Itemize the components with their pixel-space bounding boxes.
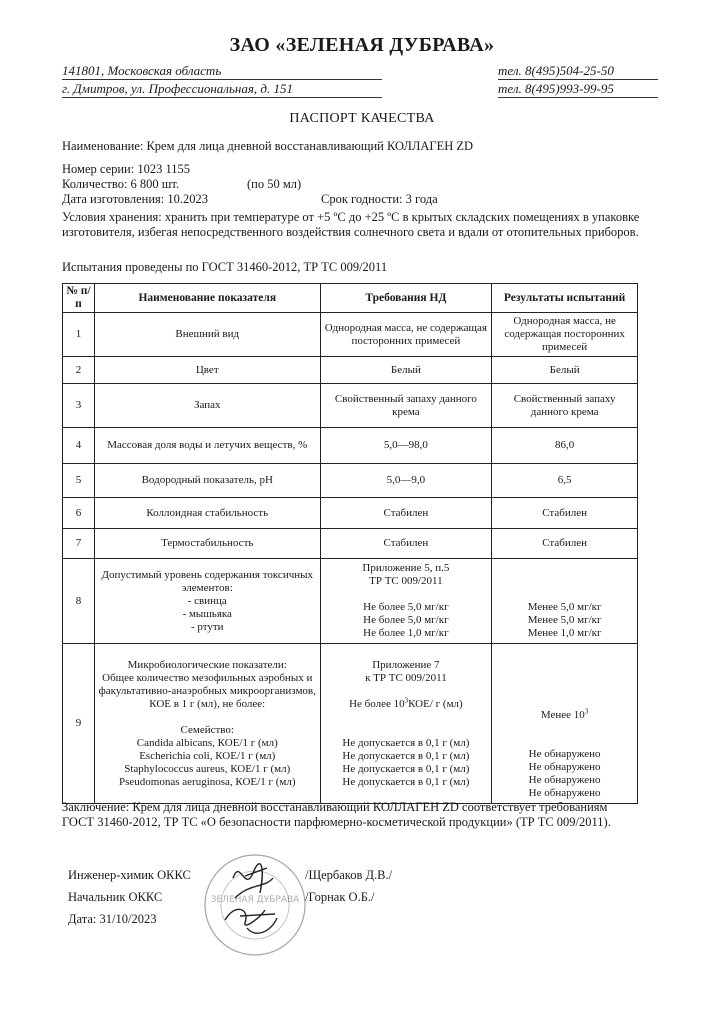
row-param: Внешний вид: [94, 313, 320, 357]
result-item: Менее 1,0 мг/кг: [527, 627, 602, 639]
result-item: Не обнаружено: [528, 774, 601, 786]
micro-item: Staphylococcus aureus, КОЕ/1 г (мл): [124, 762, 291, 775]
head-name: /Горнак О.Б./: [305, 890, 375, 904]
header-param: Наименование показателя: [94, 284, 320, 313]
row-param: Запах: [94, 384, 320, 428]
result-item: Не обнаружено: [528, 761, 601, 773]
conclusion: Заключение: Крем для лица дневной восстанавливающий КОЛЛАГЕН ZD соответствует требованиям ГОСТ 31460-2012, ТР ТС «О безопасности парфюмерно-косметической продукции» (ТР ТС 009/2011).: [62, 800, 611, 829]
table-row: [63, 464, 638, 498]
toxic-item: - мышьяка: [182, 607, 232, 620]
result-koe: Менее $10^3$: [540, 707, 589, 721]
row-req: Стабилен: [320, 529, 492, 559]
req-reference: к ТР ТС 009/2011: [365, 671, 447, 684]
row-num: 9: [63, 644, 95, 804]
row-num: 4: [63, 428, 95, 464]
series-number: Номер серии: 1023 1155: [62, 162, 191, 176]
engineer-role: Инженер-химик ОККС: [68, 868, 191, 882]
phone-1: тел. 8(495)504-25-50: [498, 62, 658, 80]
micro-item: Candida albicans, КОЕ/1 г (мл): [136, 736, 278, 749]
row-param: Термостабильность: [94, 529, 320, 559]
req-item: Не допускается в 0,1 г (мл): [342, 749, 470, 762]
row-num: 5: [63, 464, 95, 498]
req-reference: Приложение 7: [372, 658, 440, 671]
toxic-title: Допустимый уровень содержания токсичных элементов:: [101, 568, 314, 594]
row-req: 5,0—9,0: [320, 464, 492, 498]
row-req: Однородная масса, не содержащая посторонних примесей: [320, 313, 492, 357]
header-num: № п/п: [63, 284, 95, 313]
req-item: Не более 5,0 мг/кг: [363, 614, 449, 626]
micro-title: Микробиологические показатели:: [127, 658, 287, 671]
micro-item: Escherichia coli, КОЕ/1 г (мл): [139, 749, 276, 762]
shelf-life: Срок годности: 3 года: [321, 192, 438, 206]
row-param: Цвет: [94, 357, 320, 384]
manufacture-date: Дата изготовления: 10.2023: [62, 192, 208, 206]
quality-table: [62, 283, 638, 804]
micro-family: Семейство:: [180, 723, 234, 736]
table-header-row: [63, 284, 638, 313]
row-param: [94, 559, 320, 644]
result-item: Не обнаружено: [528, 748, 601, 760]
document-title: ПАСПОРТ КАЧЕСТВА: [289, 111, 435, 126]
row-num: 7: [63, 529, 95, 559]
req-item: Не допускается в 0,1 г (мл): [342, 762, 470, 775]
tests-standard: Испытания проведены по ГОСТ 31460-2012, ТР ТС 009/2011: [62, 260, 388, 274]
table-row-microbiology: [63, 644, 638, 804]
header-result: Результаты испытаний: [492, 284, 638, 313]
row-param: Массовая доля воды и летучих веществ, %: [94, 428, 320, 464]
row-req: Свойственный запаху данного крема: [320, 384, 492, 428]
table-row: [63, 428, 638, 464]
row-param: [94, 644, 320, 804]
quantity: Количество: 6 800 шт.: [62, 177, 180, 191]
micro-subtitle: Общее количество мезофильных аэробных и факультативно-анаэробных микроорганизмов,: [98, 671, 316, 697]
req-reference: ТР ТС 009/2011: [369, 575, 443, 587]
signature-engineer: [205, 848, 300, 943]
head-role: Начальник ОККС: [68, 890, 163, 904]
header-req: Требования НД: [320, 284, 492, 313]
row-result: Свойственный запаху данного крема: [492, 384, 638, 428]
row-result: Белый: [492, 357, 638, 384]
result-item: Не обнаружено: [528, 787, 601, 799]
row-result: Стабилен: [492, 498, 638, 529]
req-item: Не более 1,0 мг/кг: [363, 627, 449, 639]
table-row-toxic-elements: [63, 559, 638, 644]
row-num: 3: [63, 384, 95, 428]
address-line-1: 141801, Московская область: [62, 62, 382, 80]
row-req: Белый: [320, 357, 492, 384]
table-row: [63, 384, 638, 428]
product-details: [62, 162, 652, 207]
result-item: Менее 5,0 мг/кг: [527, 601, 602, 613]
req-reference: Приложение 5, п.5: [362, 562, 450, 574]
table-row: [63, 498, 638, 529]
row-result: [492, 559, 638, 644]
micro-koe: КОЕ в 1 г (мл), не более:: [149, 697, 266, 710]
row-param: Водородный показатель, pH: [94, 464, 320, 498]
table-row: [63, 313, 638, 357]
row-req: 5,0—98,0: [320, 428, 492, 464]
table-row: [63, 357, 638, 384]
toxic-item: - свинца: [187, 594, 227, 607]
stamp-text: ЗЕЛЕНАЯ ДУБРАВА: [210, 895, 300, 905]
company-phones: [498, 62, 658, 98]
row-num: 2: [63, 357, 95, 384]
row-result: Однородная масса, не содержащая посторонних примесей: [492, 313, 638, 357]
row-num: 1: [63, 313, 95, 357]
row-result: [492, 644, 638, 804]
product-name: Наименование: Крем для лица дневной восстанавливающий КОЛЛАГЕН ZD: [62, 139, 474, 153]
req-item: Не более 5,0 мг/кг: [363, 601, 449, 613]
phone-2: тел. 8(495)993-99-95: [498, 80, 658, 98]
row-result: 86,0: [492, 428, 638, 464]
pack-size: (по 50 мл): [247, 177, 302, 191]
address-line-2: г. Дмитров, ул. Профессиональная, д. 151: [62, 80, 382, 98]
storage-conditions: Условия хранения: хранить при температуре от +5 ºC до +25 ºC в крытых складских помещениях в упаковке изготовителя, избегая непосредственного воздействия солнечного света и вдали от отопительных приборов.: [62, 210, 640, 239]
company-address: [62, 62, 382, 98]
row-param: Коллоидная стабильность: [94, 498, 320, 529]
table-row: [63, 529, 638, 559]
row-result: 6,5: [492, 464, 638, 498]
engineer-name: /Щербаков Д.В./: [305, 868, 393, 882]
req-item: Не допускается в 0,1 г (мл): [342, 736, 470, 749]
signature-date: Дата: 31/10/2023: [68, 912, 157, 926]
company-name: ЗАО «ЗЕЛЕНАЯ ДУБРАВА»: [229, 34, 495, 56]
row-req: Стабилен: [320, 498, 492, 529]
micro-item: Pseudomonas aeruginosa, КОЕ/1 г (мл): [119, 775, 296, 788]
row-num: 6: [63, 498, 95, 529]
toxic-item: - ртути: [190, 620, 224, 633]
result-item: Менее 5,0 мг/кг: [527, 614, 602, 626]
row-num: 8: [63, 559, 95, 644]
row-result: Стабилен: [492, 529, 638, 559]
row-req: [320, 644, 492, 804]
req-item: Не допускается в 0,1 г (мл): [342, 775, 470, 788]
row-req: [320, 559, 492, 644]
req-koe: Не более $10^3КОЕ/$ г (мл): [349, 695, 463, 710]
